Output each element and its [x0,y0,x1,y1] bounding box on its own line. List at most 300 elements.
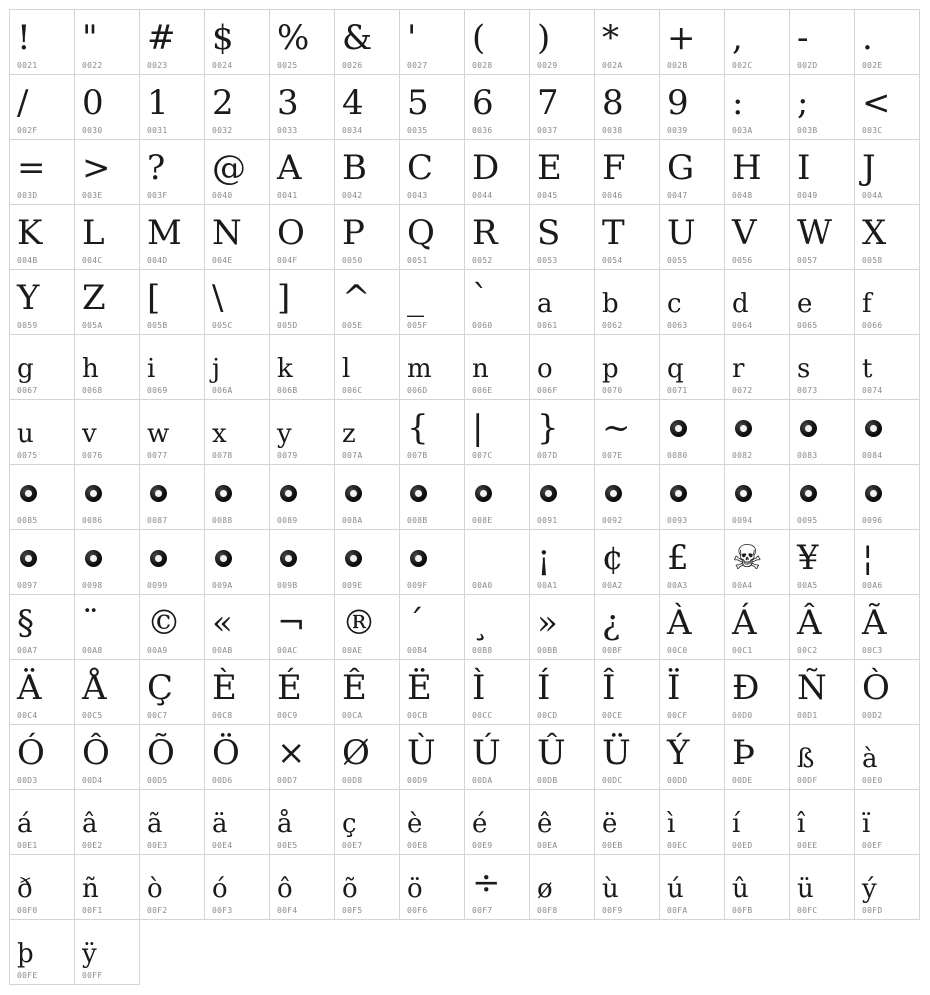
glyph-sample: ÿ [82,939,97,969]
glyph-codepoint: 00E3 [147,841,168,850]
eight-ball-icon [475,485,492,502]
glyph-codepoint: 0054 [602,256,623,265]
glyph-codepoint: 0084 [862,451,883,460]
glyph-codepoint: 004B [17,256,38,265]
glyph-sample: Z [82,278,106,318]
glyph-codepoint: 0024 [212,61,233,70]
glyph-codepoint: 0091 [537,516,558,525]
glyph-codepoint: 002E [862,61,883,70]
glyph-codepoint: 00A6 [862,581,883,590]
glyph-codepoint: 0078 [212,451,233,460]
glyph-sample: ☠ [732,538,763,578]
glyph-sample: Þ [732,733,755,773]
glyph-cell [724,269,790,335]
glyph-sample: ¦ [862,538,874,578]
glyph-codepoint: 0033 [277,126,298,135]
glyph-codepoint: 0022 [82,61,103,70]
glyph-sample: w [147,419,170,449]
eight-ball-icon [85,550,102,567]
glyph-sample: ê [537,809,553,839]
glyph-codepoint: 005F [407,321,428,330]
glyph-codepoint: 0027 [407,61,428,70]
glyph-codepoint: 0079 [277,451,298,460]
glyph-sample: § [17,603,34,643]
glyph-codepoint: 00DC [602,776,623,785]
eight-ball-icon [605,485,622,502]
glyph-sample: ' [407,18,417,58]
glyph-sample: ¡ [537,538,551,578]
glyph-sample: 3 [277,83,299,123]
glyph-cell [594,789,660,855]
glyph-sample: » [537,603,558,643]
glyph-cell [74,854,140,920]
glyph-cell [9,659,75,725]
glyph-cell [334,269,400,335]
glyph-cell [529,204,595,270]
glyph-cell [529,139,595,205]
glyph-codepoint: 0061 [537,321,558,330]
glyph-cell [74,529,140,595]
glyph-cell [854,74,920,140]
glyph-sample: î [797,809,806,839]
glyph-codepoint: 0073 [797,386,818,395]
glyph-codepoint: 00DA [472,776,493,785]
glyph-sample: Ó [17,733,45,773]
glyph-cell [594,204,660,270]
glyph-codepoint: 00EF [862,841,883,850]
glyph-cell [74,9,140,75]
eight-ball-icon [735,420,752,437]
glyph-sample: ï [862,809,871,839]
glyph-codepoint: 00CA [342,711,363,720]
glyph-cell [74,74,140,140]
glyph-cell [464,529,530,595]
glyph-sample: 6 [472,83,494,123]
glyph-cell [9,854,75,920]
glyph-codepoint: 00F9 [602,906,623,915]
glyph-sample: Ã [862,603,887,643]
glyph-cell [789,789,855,855]
glyph-cell [204,334,270,400]
glyph-sample: y [277,419,292,449]
glyph-sample: ç [342,809,357,839]
glyph-codepoint: 0082 [732,451,753,460]
glyph-codepoint: 00C2 [797,646,818,655]
glyph-cell [269,594,335,660]
glyph-codepoint: 00A9 [147,646,168,655]
glyph-sample: ` [472,278,489,318]
glyph-codepoint: 002C [732,61,753,70]
glyph-cell [789,334,855,400]
eight-ball-icon [215,550,232,567]
glyph-sample: Õ [147,733,175,773]
glyph-sample: Ô [82,733,110,773]
glyph-codepoint: 0093 [667,516,688,525]
glyph-codepoint: 0080 [667,451,688,460]
glyph-cell [724,204,790,270]
glyph-sample: Ú [472,733,501,773]
glyph-codepoint: 009B [277,581,298,590]
eight-ball-icon [20,550,37,567]
glyph-cell [529,789,595,855]
glyph-cell [269,529,335,595]
glyph-sample: ^ [342,278,371,318]
glyph-cell [74,789,140,855]
glyph-codepoint: 003B [797,126,818,135]
glyph-codepoint: 007E [602,451,623,460]
glyph-codepoint: 00EE [797,841,818,850]
glyph-cell [139,789,205,855]
glyph-sample: å [277,809,293,839]
glyph-cell [399,269,465,335]
glyph-sample: V [732,213,757,253]
glyph-sample: Ç [147,668,174,708]
glyph-sample: Â [797,603,822,643]
glyph-codepoint: 0036 [472,126,493,135]
glyph-codepoint: 0046 [602,191,623,200]
glyph-cell [9,139,75,205]
glyph-sample: ò [147,874,163,904]
glyph-cell [594,724,660,790]
glyph-codepoint: 00DE [732,776,753,785]
glyph-cell [9,464,75,530]
glyph-sample: ì [667,809,676,839]
glyph-codepoint: 003C [862,126,883,135]
glyph-codepoint: 00D4 [82,776,103,785]
glyph-cell [789,724,855,790]
glyph-cell [204,724,270,790]
glyph-codepoint: 00FD [862,906,883,915]
glyph-cell [139,659,205,725]
glyph-sample: 1 [147,83,169,123]
glyph-cell [9,919,75,985]
glyph-codepoint: 00E8 [407,841,428,850]
glyph-codepoint: 0066 [862,321,883,330]
glyph-cell [399,334,465,400]
glyph-cell [269,399,335,465]
glyph-cell [659,139,725,205]
glyph-cell [204,789,270,855]
glyph-cell [334,594,400,660]
glyph-sample: ! [17,18,31,58]
glyph-cell [789,204,855,270]
glyph-codepoint: 00E4 [212,841,233,850]
glyph-cell [594,464,660,530]
glyph-sample: ] [277,278,291,318]
glyph-cell [724,594,790,660]
glyph-cell [724,529,790,595]
glyph-sample: o [537,354,553,384]
glyph-codepoint: 0043 [407,191,428,200]
glyph-cell [269,9,335,75]
glyph-cell [139,464,205,530]
glyph-codepoint: 008B [407,516,428,525]
glyph-codepoint: 0058 [862,256,883,265]
glyph-codepoint: 0071 [667,386,688,395]
glyph-codepoint: 005E [342,321,363,330]
glyph-cell [204,269,270,335]
glyph-codepoint: 0087 [147,516,168,525]
glyph-cell [659,724,725,790]
glyph-codepoint: 0089 [277,516,298,525]
glyph-codepoint: 0070 [602,386,623,395]
glyph-codepoint: 0023 [147,61,168,70]
glyph-codepoint: 00DB [537,776,558,785]
glyph-cell [854,854,920,920]
glyph-cell [399,74,465,140]
glyph-cell [139,854,205,920]
glyph-cell [724,854,790,920]
glyph-sample: E [537,148,562,188]
glyph-cell [464,594,530,660]
glyph-sample: Û [537,733,566,773]
glyph-codepoint: 00ED [732,841,753,850]
glyph-codepoint: 0026 [342,61,363,70]
glyph-cell [789,269,855,335]
glyph-sample: è [407,809,423,839]
glyph-cell [854,399,920,465]
glyph-codepoint: 006D [407,386,428,395]
glyph-sample: ß [797,744,815,774]
glyph-cell [724,334,790,400]
glyph-sample: ; [797,83,809,123]
glyph-sample: B [342,148,367,188]
glyph-sample: } [537,408,559,448]
glyph-cell [204,464,270,530]
glyph-cell [464,724,530,790]
glyph-cell [789,854,855,920]
glyph-codepoint: 00F5 [342,906,363,915]
glyph-cell [659,399,725,465]
glyph-codepoint: 006E [472,386,493,395]
glyph-cell [594,334,660,400]
glyph-codepoint: 0094 [732,516,753,525]
glyph-cell [464,659,530,725]
glyph-codepoint: 00A0 [472,581,493,590]
glyph-sample: - [797,18,809,58]
glyph-cell [9,529,75,595]
glyph-cell [854,269,920,335]
glyph-sample: Á [732,603,757,643]
glyph-codepoint: 006B [277,386,298,395]
glyph-codepoint: 0075 [17,451,38,460]
glyph-sample: p [602,354,619,384]
glyph-sample: @ [212,148,246,188]
glyph-codepoint: 00F0 [17,906,38,915]
glyph-sample: R [472,213,498,253]
glyph-codepoint: 00D5 [147,776,168,785]
glyph-cell [269,464,335,530]
glyph-sample: J [862,148,876,188]
glyph-grid [10,10,920,985]
glyph-sample: G [667,148,695,188]
glyph-codepoint: 0052 [472,256,493,265]
glyph-cell [399,724,465,790]
glyph-cell [74,139,140,205]
glyph-codepoint: 0098 [82,581,103,590]
glyph-codepoint: 00FC [797,906,818,915]
glyph-cell [464,789,530,855]
glyph-cell [269,139,335,205]
glyph-cell [464,9,530,75]
glyph-codepoint: 002D [797,61,818,70]
glyph-cell [529,464,595,530]
glyph-codepoint: 005A [82,321,103,330]
glyph-sample: O [277,213,305,253]
eight-ball-icon [280,485,297,502]
glyph-codepoint: 006F [537,386,558,395]
glyph-sample: + [667,18,696,58]
glyph-sample: / [17,83,29,123]
glyph-cell [204,9,270,75]
glyph-cell [659,789,725,855]
glyph-codepoint: 0050 [342,256,363,265]
glyph-sample: W [797,213,832,253]
glyph-cell [204,659,270,725]
glyph-codepoint: 004D [147,256,168,265]
glyph-cell [529,269,595,335]
glyph-sample: ø [537,874,553,904]
glyph-codepoint: 0034 [342,126,363,135]
glyph-sample: Ù [407,733,436,773]
glyph-sample: ù [602,874,619,904]
glyph-codepoint: 009F [407,581,428,590]
glyph-cell [139,9,205,75]
glyph-sample: ¥ [797,538,819,578]
glyph-codepoint: 00A7 [17,646,38,655]
glyph-sample: 8 [602,83,624,123]
glyph-sample: < [862,83,891,123]
glyph-sample: { [407,408,429,448]
glyph-cell [139,724,205,790]
glyph-sample: e [797,289,813,319]
glyph-sample: m [407,354,432,384]
glyph-sample: X [862,213,887,253]
glyph-sample: 5 [407,83,429,123]
glyph-codepoint: 00EA [537,841,558,850]
glyph-cell [74,659,140,725]
glyph-sample: ë [602,809,618,839]
glyph-codepoint: 0086 [82,516,103,525]
glyph-codepoint: 00F3 [212,906,233,915]
glyph-codepoint: 0025 [277,61,298,70]
glyph-sample: ö [407,874,423,904]
glyph-sample: Ê [342,668,367,708]
glyph-codepoint: 00C0 [667,646,688,655]
glyph-cell [334,529,400,595]
glyph-codepoint: 00FB [732,906,753,915]
glyph-sample: Ì [472,668,486,708]
glyph-sample: ô [277,874,293,904]
glyph-sample: H [732,148,762,188]
glyph-cell [269,724,335,790]
glyph-sample: 9 [667,83,689,123]
glyph-cell [334,74,400,140]
glyph-codepoint: 005C [212,321,233,330]
glyph-codepoint: 0083 [797,451,818,460]
glyph-cell [594,74,660,140]
glyph-cell [269,74,335,140]
eight-ball-icon [215,485,232,502]
glyph-codepoint: 00C8 [212,711,233,720]
glyph-sample: ý [862,874,877,904]
glyph-sample: [ [147,278,161,318]
eight-ball-icon [410,550,427,567]
glyph-cell [9,74,75,140]
glyph-codepoint: 002B [667,61,688,70]
eight-ball-icon [865,485,882,502]
glyph-cell [659,464,725,530]
glyph-sample: a [537,289,553,319]
glyph-cell [204,594,270,660]
glyph-cell [399,464,465,530]
glyph-sample: s [797,354,811,384]
glyph-sample: c [667,289,682,319]
glyph-sample: z [342,419,356,449]
glyph-cell [594,399,660,465]
glyph-codepoint: 0059 [17,321,38,330]
glyph-sample: é [472,809,488,839]
glyph-sample: 4 [342,83,364,123]
glyph-sample: . [862,18,873,58]
glyph-codepoint: 00A2 [602,581,623,590]
glyph-sample: l [342,354,351,384]
glyph-cell [464,399,530,465]
glyph-cell [659,334,725,400]
glyph-codepoint: 0044 [472,191,493,200]
glyph-cell [204,139,270,205]
eight-ball-icon [280,550,297,567]
glyph-cell [724,399,790,465]
glyph-codepoint: 0048 [732,191,753,200]
glyph-codepoint: 00F2 [147,906,168,915]
glyph-sample: L [82,213,105,253]
glyph-codepoint: 00CD [537,711,558,720]
glyph-cell [269,334,335,400]
glyph-cell [659,74,725,140]
glyph-sample: á [17,809,33,839]
eight-ball-icon [735,485,752,502]
glyph-cell [334,9,400,75]
glyph-cell [204,399,270,465]
eight-ball-icon [150,550,167,567]
glyph-codepoint: 00BF [602,646,623,655]
glyph-codepoint: 00F6 [407,906,428,915]
glyph-codepoint: 00D1 [797,711,818,720]
glyph-codepoint: 00C7 [147,711,168,720]
glyph-codepoint: 00DF [797,776,818,785]
glyph-codepoint: 0099 [147,581,168,590]
glyph-sample: P [342,213,365,253]
glyph-cell [854,334,920,400]
glyph-codepoint: 00F7 [472,906,493,915]
glyph-cell [529,724,595,790]
glyph-codepoint: 00C4 [17,711,38,720]
glyph-cell [724,74,790,140]
glyph-cell [724,464,790,530]
glyph-cell [9,204,75,270]
glyph-codepoint: 00BB [537,646,558,655]
glyph-sample: \ [212,278,224,318]
glyph-cell [204,74,270,140]
glyph-sample: N [212,213,242,253]
glyph-sample: ) [537,18,551,58]
glyph-sample: i [147,354,156,384]
glyph-codepoint: 00EB [602,841,623,850]
glyph-sample: ( [472,18,486,58]
glyph-cell [399,399,465,465]
glyph-codepoint: 0076 [82,451,103,460]
